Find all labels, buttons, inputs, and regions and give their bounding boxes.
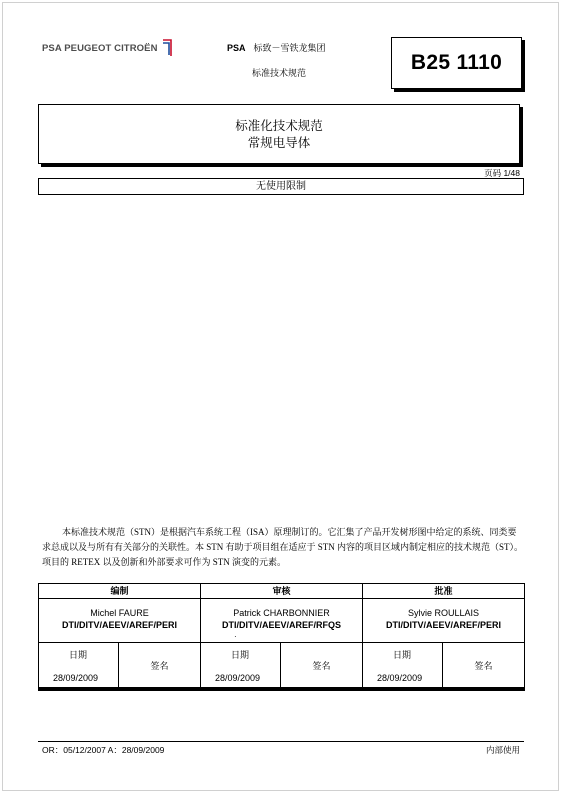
logo-text: PSA PEUGEOT CITROËN (42, 42, 158, 54)
signature-table (38, 583, 525, 688)
sign-label: 签名 (312, 661, 331, 671)
stray-dot: · (234, 632, 237, 641)
sign-cell (119, 643, 201, 688)
date-label: 日期 (231, 650, 250, 660)
signer-name: Sylvie ROULLAIS (408, 608, 480, 618)
page-number-value: 1/48 (503, 168, 520, 178)
signer-cell (39, 599, 201, 643)
signer-name: Patrick CHARBONNIER (233, 608, 330, 618)
date-cell (201, 643, 281, 688)
date-cell (363, 643, 443, 688)
signer-dept: DTI/DITV/AEEV/AREF/RFQS (222, 620, 342, 630)
group-line (227, 41, 326, 54)
role-reviewed: 审核 (201, 584, 363, 599)
signature-names-row (39, 599, 525, 643)
date-label: 日期 (393, 650, 412, 660)
signature-header-row (39, 584, 525, 599)
footer-revision: OR：05/12/2007 A：28/09/2009 (42, 745, 165, 755)
signer-name: Michel FAURE (90, 608, 149, 618)
usage-text: 无使用限制 (256, 181, 306, 192)
signer-dept: DTI/DITV/AEEV/AREF/PERI (386, 620, 502, 630)
role-approved: 批准 (363, 584, 525, 599)
psa-logo (42, 38, 172, 58)
date-value: 28/09/2009 (53, 673, 99, 683)
usage-restriction (38, 178, 524, 195)
signature-dates-row (39, 643, 525, 688)
doc-code-box (391, 37, 522, 89)
sign-cell (281, 643, 363, 688)
role-prepared: 编制 (39, 584, 201, 599)
date-value: 28/09/2009 (377, 673, 423, 683)
title-box (38, 104, 520, 164)
sign-cell (443, 643, 525, 688)
footer-classification: 内部使用 (485, 745, 520, 755)
footer-rule (38, 741, 524, 742)
page-number-label: 页码 (484, 168, 502, 178)
title-line-2: 常规电导体 (247, 136, 311, 150)
date-cell (39, 643, 119, 688)
group-name: 标致－雪铁龙集团 (253, 43, 326, 53)
psa-flag-icon (162, 39, 172, 57)
std-label: 标准技术规范 (252, 68, 307, 78)
abstract-paragraph: 本标准技术规范（STN）是根据汽车系统工程（ISA）原理制订的。它汇集了产品开发树形图中给定的系统、同类要求总成以及与所有有关部分的关联性。本 STN 有助于项目组在适应于 STN 内容的项目区域内制定相应的技术规范（ST）。项目的 RETEX 以及创新和外部要求可作为 STN 演变的元素。 (42, 527, 524, 567)
sign-label: 签名 (474, 661, 493, 671)
psa-label: PSA (227, 43, 246, 53)
sign-label: 签名 (150, 661, 169, 671)
title-line-1: 标准化技术规范 (235, 119, 323, 133)
signer-dept: DTI/DITV/AEEV/AREF/PERI (62, 620, 178, 630)
signer-cell (201, 599, 363, 643)
doc-code: B25 1110 (410, 51, 503, 74)
date-label: 日期 (69, 650, 88, 660)
signer-cell (363, 599, 525, 643)
date-value: 28/09/2009 (215, 673, 261, 683)
